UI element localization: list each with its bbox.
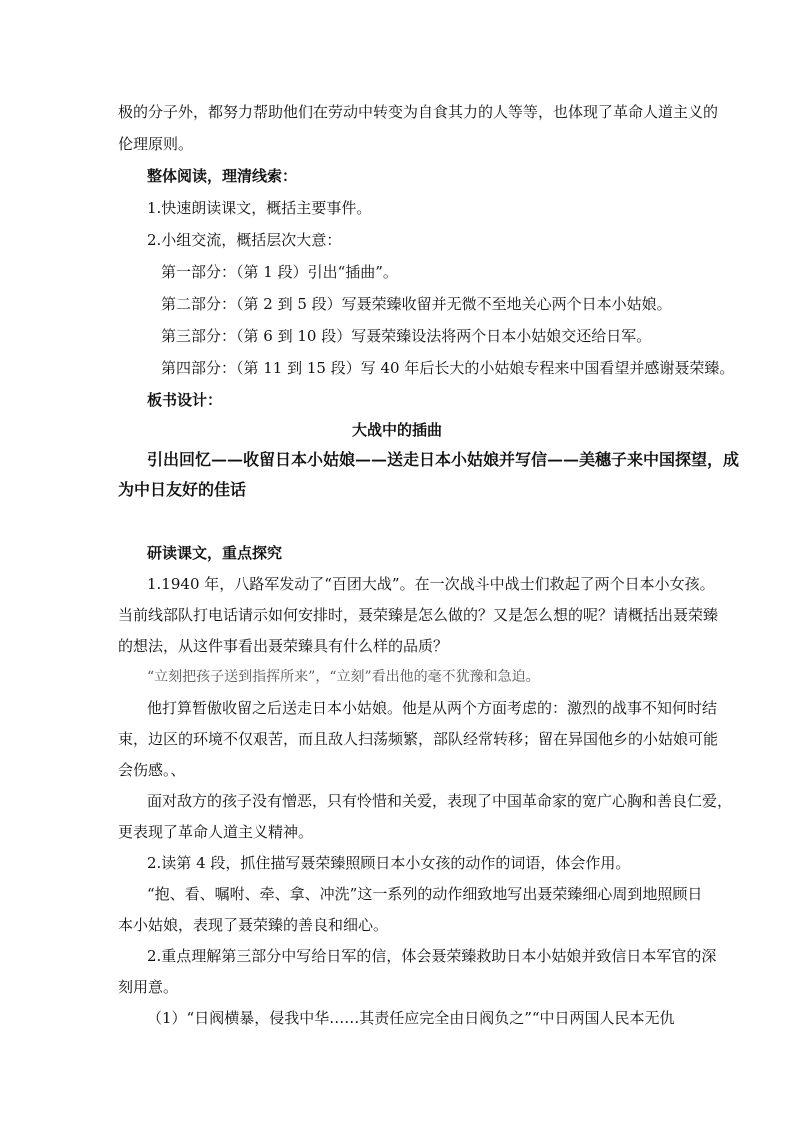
question-line: 1.1940 年，八路军发动了“百团大战”。在一次战斗中战士们救起了两个日本小女孩。 <box>147 575 715 593</box>
answer-quote: “立刻把孩子送到指挥所来”，“立刻”看出他的毫不犹豫和急迫。 <box>147 669 540 685</box>
section-heading: 板书设计： <box>147 391 223 409</box>
section-heading: 研读课文，重点探究 <box>147 544 283 562</box>
paragraph-line: 极的分子外，都努力帮助他们在劳动中转变为自食其力的人等等，也体现了革命人道主义的 <box>118 103 719 121</box>
question-line: 2.重点理解第三部分中写给日军的信，体会聂荣臻救助日本小姑娘并致信日本军官的深 <box>147 947 717 965</box>
outline-part-3: 第三部分：（第 6 到 10 段）写聂荣臻设法将两个日本小姑娘交还给日军。 <box>161 327 652 345</box>
answer-line: 本小姑娘，表现了聂荣臻的善良和细心。 <box>118 916 389 934</box>
outline-part-2: 第二部分：（第 2 到 5 段）写聂荣臻收留并无微不至地关心两个日本小姑娘。 <box>161 295 672 313</box>
answer-line: “抱、看、嘱咐、牵、拿、冲洗”这一系列的动作细致地写出聂荣臻细心周到地照顾日 <box>147 885 703 903</box>
answer-line: 更表现了革命人道主义精神。 <box>118 823 314 841</box>
subquestion-line: （1）“日阀横暴，侵我中华……其责任应完全由日阀负之”“中日两国人民本无仇 <box>147 1009 675 1027</box>
outline-part-4: 第四部分：（第 11 到 15 段）写 40 年后长大的小姑娘专程来中国看望并感谢聂荣臻。 <box>161 359 735 377</box>
question-line: 当前线部队打电话请示如何安排时，聂荣臻是怎么做的？又是怎么想的呢？请概括出聂荣臻 <box>118 606 719 624</box>
question-line: 的想法，从这件事看出聂荣臻具有什么样的品质？ <box>118 637 449 655</box>
list-item: 2.小组交流，概括层次大意： <box>147 231 342 249</box>
section-heading: 整体阅读，理清线索： <box>147 167 298 185</box>
list-item: 1.快速朗读课文，概括主要事件。 <box>147 199 372 217</box>
question-line: 2.读第 4 段，抓住描写聂荣臻照顾日本小女孩的动作的词语，体会作用。 <box>147 854 631 872</box>
board-line: 引出回忆——收留日本小姑娘——送走日本小姑娘并写信——美穗子来中国探望，成 <box>147 450 740 469</box>
question-line: 刻用意。 <box>118 978 179 996</box>
answer-line: 他打算暂傲收留之后送走日本小姑娘。他是从两个方面考虑的：激烈的战事不知何时结 <box>147 699 718 717</box>
board-title: 大战中的插曲 <box>351 421 442 439</box>
answer-line: 会伤感。、 <box>118 761 186 779</box>
paragraph-line: 伦理原则。 <box>118 135 194 153</box>
answer-line: 束，边区的环境不仅艰苦，而且敌人扫荡频繁，部队经常转移；留在异国他乡的小姑娘可能 <box>118 730 719 748</box>
board-line: 为中日友好的佳话 <box>118 480 247 499</box>
answer-line: 面对敌方的孩子没有憎恶，只有怜惜和关爱，表现了中国革命家的宽广心胸和善良仁爱， <box>147 792 733 810</box>
outline-part-1: 第一部分：（第 1 段）引出“插曲”。 <box>161 263 398 281</box>
